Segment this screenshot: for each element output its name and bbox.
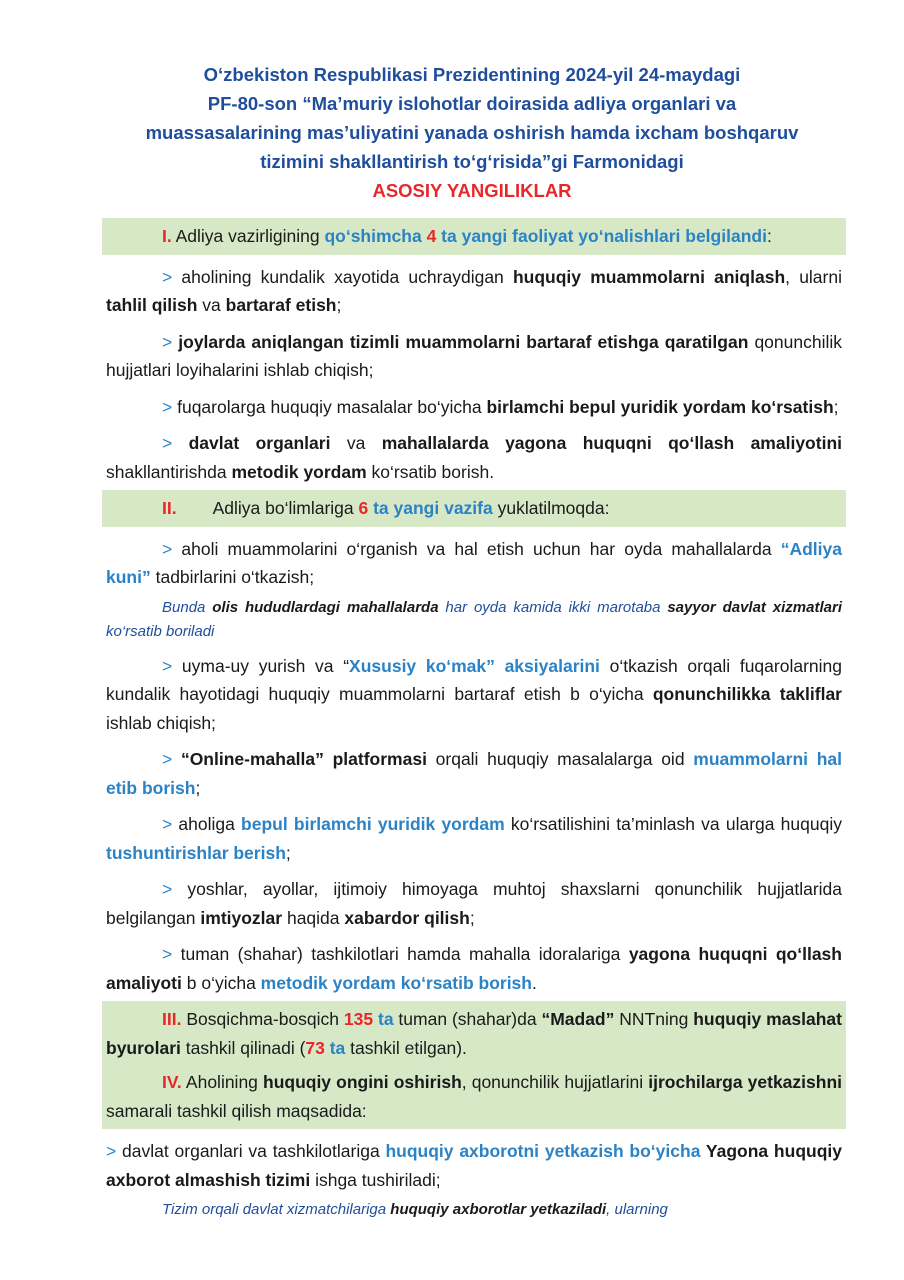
text: fuqarolarga huquqiy masalalar bo‘yicha xyxy=(172,396,487,417)
text-bold: Yagona huquqiy axborot almashish tizimi xyxy=(106,1141,842,1190)
bullet-marker: > xyxy=(162,814,173,834)
text: tuman (shahar)da xyxy=(393,1009,542,1029)
number-highlight: 6 xyxy=(358,498,369,518)
text: samarali tashkil qilish maqsadida: xyxy=(106,1100,367,1121)
text-bold: mahallalarda yagona huquqni qo‘llash amaliyotini xyxy=(381,433,842,453)
bullet-item xyxy=(102,263,846,320)
section-number: IV. xyxy=(162,1072,182,1092)
text-bold: imtiyozlar xyxy=(200,907,283,928)
text-bold: joylarda aniqlangan tizimli muammolarni bartaraf etishga qaratilgan xyxy=(172,331,749,352)
note xyxy=(102,596,846,644)
text-bold: sayyor davlat xizmatlari xyxy=(667,598,842,616)
text: orqali huquqiy masalalarga oid xyxy=(426,749,694,769)
text: yoshlar, ayollar, ijtimoiy himoyaga muhtoj shaxslarni qonunchilik hujjatlarida belgilangan xyxy=(106,879,842,928)
text-highlight: ta xyxy=(324,1037,346,1058)
bullet-marker: > xyxy=(162,396,173,417)
text-highlight: Xususiy ko‘mak” aksiyalarini xyxy=(349,655,600,676)
text: va xyxy=(197,295,226,315)
text-bold: “Online-mahalla” platformasi xyxy=(172,749,427,769)
text: aholi muammolarini o‘rganish va hal etish uchun har oyda mahallalarda xyxy=(172,538,781,559)
text: NNTning xyxy=(614,1009,694,1029)
text: Adliya vazirligining xyxy=(171,226,325,246)
title-line: O‘zbekiston Respublikasi Prezidentining 2024-yil 24-maydagi xyxy=(203,64,741,85)
section-number: I. xyxy=(162,226,172,246)
text: , ularning xyxy=(606,1201,668,1218)
bullet-marker: > xyxy=(162,331,173,352)
bullet-item xyxy=(102,875,846,932)
text: har oyda kamida ikki marotaba xyxy=(438,598,668,616)
bullet-item xyxy=(102,429,846,486)
title-line: tizimini shakllantirish to‘g‘risida”gi Farmonidagi xyxy=(260,151,684,172)
text: ko‘rsatib boriladi xyxy=(106,622,215,640)
number-highlight: 135 xyxy=(343,1009,374,1029)
text: ; xyxy=(469,907,475,928)
bullet-item xyxy=(102,328,846,385)
text: va xyxy=(330,433,382,453)
text-bold: huquqiy ongini oshirish xyxy=(263,1072,462,1092)
text: Adliya bo‘limlariga xyxy=(212,498,359,518)
text: ; xyxy=(336,295,342,315)
text: aholiga xyxy=(172,814,242,834)
bullet-item xyxy=(102,652,846,738)
section-2 xyxy=(102,490,846,527)
text: ; xyxy=(195,777,201,798)
text: tashkil etilgan). xyxy=(345,1037,467,1058)
text-bold: yagona huquqni qo‘llash amaliyoti xyxy=(106,944,842,993)
text: ; xyxy=(285,842,291,863)
text: ishlab chiqish; xyxy=(106,712,216,733)
document-title xyxy=(100,60,844,205)
text: o‘tkazish orqali fuqarolarning kundalik hayotidagi huquqiy muammolarni bartaraf etish b o‘yicha xyxy=(106,655,842,704)
text-highlight: “Adliya kuni” xyxy=(106,538,842,587)
text: haqida xyxy=(282,907,345,928)
text-bold: huquqiy muammolarni aniqlash xyxy=(512,266,786,287)
text: davlat organlari va tashkilotlariga xyxy=(116,1141,386,1161)
title-line: PF-80-son “Ma’muriy islohotlar doirasida adliya organlari va xyxy=(207,93,737,114)
text: : xyxy=(766,226,772,246)
text-bold: “Madad” xyxy=(541,1009,615,1029)
text-bold: ijrochilarga yetkazishni xyxy=(648,1072,842,1092)
text-bold: xabardor qilish xyxy=(344,907,470,928)
bullet-marker: > xyxy=(162,879,173,899)
bullet-marker: > xyxy=(162,749,173,769)
text-highlight: bepul birlamchi yuridik yordam xyxy=(241,814,505,834)
text: b o‘yicha xyxy=(181,972,261,993)
section-1 xyxy=(102,218,846,255)
text-highlight: ta yangi faoliyat yo‘nalishlari belgilandi xyxy=(436,226,767,246)
document-body xyxy=(102,218,846,1222)
text: uyma-uy yurish va “ xyxy=(172,655,350,676)
section-number: III. xyxy=(162,1009,182,1029)
bullet-item xyxy=(102,535,846,592)
bullet-item xyxy=(102,1137,846,1194)
bullet-marker: > xyxy=(106,1141,117,1161)
text-bold: birlamchi bepul yuridik yordam ko‘rsatish xyxy=(486,396,834,417)
text: , qonunchilik hujjatlarini xyxy=(461,1072,649,1092)
bullet-marker: > xyxy=(162,655,173,676)
text: ko‘rsatib borish. xyxy=(366,461,495,482)
text: Bunda xyxy=(162,598,213,616)
bullet-item xyxy=(102,810,846,867)
text: yuklatilmoqda: xyxy=(492,498,610,518)
text-highlight: muammolarni hal etib borish xyxy=(106,749,843,798)
text-bold: davlat organlari xyxy=(172,433,331,453)
text: tadbirlarini o‘tkazish; xyxy=(150,567,315,587)
text-highlight: huquqiy axborotni yetkazish bo‘yicha xyxy=(385,1141,701,1161)
text: ko‘rsatilishini ta’minlash va ularga huquqiy xyxy=(504,814,842,834)
bullet-marker: > xyxy=(162,944,173,964)
text: tuman (shahar) tashkilotlari hamda mahalla idoralariga xyxy=(172,944,629,964)
text-bold: olis hududlardagi mahallalarda xyxy=(212,598,439,616)
text: Tizim orqali davlat xizmatchilariga xyxy=(162,1201,391,1218)
number-highlight: 4 xyxy=(426,226,437,246)
note xyxy=(102,1198,846,1222)
text-highlight: tushuntirishlar berish xyxy=(106,842,286,863)
text: tashkil qilinadi ( xyxy=(180,1037,306,1058)
title-line: muassasalarining mas’uliyatini yanada oshirish hamda ixcham boshqaruv xyxy=(145,122,799,143)
text: shakllantirishda xyxy=(106,461,232,482)
text: Bosqichma-bosqich xyxy=(181,1009,344,1029)
bullet-marker: > xyxy=(162,266,173,287)
bullet-item xyxy=(102,745,846,802)
text: Aholining xyxy=(181,1072,263,1092)
text-bold: tahlil qilish xyxy=(106,295,198,315)
bullet-item xyxy=(102,393,846,422)
title-heading: ASOSIY YANGILIKLAR xyxy=(372,180,572,201)
text-highlight: ta xyxy=(373,1009,394,1029)
text-bold: qonunchilikka takliflar xyxy=(652,684,842,704)
text-bold: huquqiy axborotlar yetkaziladi xyxy=(390,1201,607,1218)
bullet-item xyxy=(102,940,846,997)
text: qonunchilik hujjatlari loyihalarini ishlab chiqish; xyxy=(106,331,843,380)
text-highlight: ta yangi vazifa xyxy=(368,498,493,518)
text-highlight: metodik yordam ko‘rsatib borish xyxy=(260,972,532,993)
text-bold: bartaraf etish xyxy=(225,295,337,315)
section-number: II. xyxy=(162,498,177,518)
text: . xyxy=(531,972,537,993)
section-3-4 xyxy=(102,1001,846,1129)
text: ishga tushiriladi; xyxy=(310,1169,441,1190)
text: , ularni xyxy=(785,266,842,287)
bullet-marker: > xyxy=(162,433,173,453)
text: aholining kundalik xayotida uchraydigan xyxy=(172,266,513,287)
text-bold: metodik yordam xyxy=(231,461,367,482)
bullet-marker: > xyxy=(162,538,173,559)
text-highlight: qo‘shimcha xyxy=(324,226,427,246)
number-highlight: 73 xyxy=(305,1037,325,1058)
text-bold: huquqiy maslahat byurolari xyxy=(106,1009,842,1058)
text: ; xyxy=(833,396,839,417)
